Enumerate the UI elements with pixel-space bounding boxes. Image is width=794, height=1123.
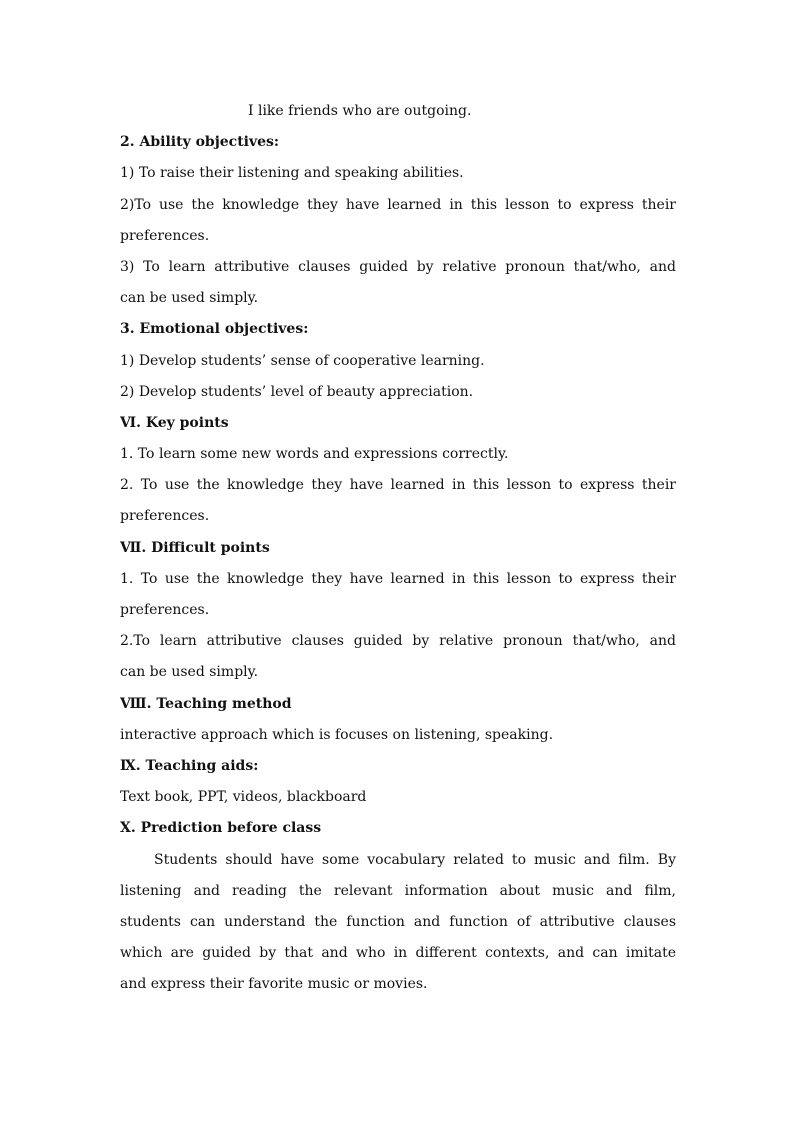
key-points-item-2-line-2: preferences. <box>120 508 210 525</box>
key-points-item-2-line-1: 2. To use the knowledge they have learned in this lesson to express their <box>120 477 676 494</box>
emotional-item-1: 1) Develop students’ sense of cooperative learning. <box>120 352 485 369</box>
example-sentence: I like friends who are outgoing. <box>248 103 472 119</box>
ability-item-2-line-2: preferences. <box>120 227 210 244</box>
difficult-points-item-2-line-1: 2.To learn attributive clauses guided by relative pronoun that/who, and <box>120 633 676 650</box>
ability-item-1: 1) To raise their listening and speaking abilities. <box>120 165 464 182</box>
teaching-aids-heading: Ⅸ. Teaching aids: <box>120 757 259 774</box>
ability-item-3-line-1: 3) To learn attributive clauses guided by relative pronoun that/who, and <box>120 258 676 275</box>
prediction-line-3: students can understand the function and function of attributive clauses <box>120 913 676 930</box>
key-points-heading: Ⅵ. Key points <box>120 414 229 431</box>
key-points-item-2 <box>120 470 676 532</box>
difficult-points-item-2 <box>120 626 676 688</box>
prediction-line-1: Students should have some vocabulary related to music and film. By <box>154 851 676 868</box>
document-body <box>120 96 676 1000</box>
difficult-points-item-1-line-2: preferences. <box>120 602 210 618</box>
difficult-points-heading: Ⅶ. Difficult points <box>120 539 270 556</box>
ability-item-2-line-1: 2)To use the knowledge they have learned in this lesson to express their <box>120 196 676 213</box>
prediction-heading: Ⅹ. Prediction before class <box>120 820 322 837</box>
emotional-objectives-heading: 3. Emotional objectives: <box>120 321 309 338</box>
prediction-line-2: listening and reading the relevant information about music and film, <box>120 882 676 899</box>
difficult-points-item-1-line-1: 1. To use the knowledge they have learned in this lesson to express their <box>120 570 676 587</box>
prediction-line-5: and express their favorite music or movies. <box>120 976 428 993</box>
ability-item-3 <box>120 252 676 314</box>
teaching-aids-text: Text book, PPT, videos, blackboard <box>120 789 367 806</box>
prediction-line-4: which are guided by that and who in different contexts, and can imitate <box>120 945 676 962</box>
emotional-item-2: 2) Develop students’ level of beauty appreciation. <box>120 383 474 400</box>
ability-item-2 <box>120 190 676 252</box>
difficult-points-item-1 <box>120 564 676 626</box>
key-points-item-1: 1. To learn some new words and expressions correctly. <box>120 446 509 463</box>
teaching-method-text: interactive approach which is focuses on listening, speaking. <box>120 726 554 743</box>
difficult-points-item-2-line-2: can be used simply. <box>120 664 259 681</box>
teaching-method-heading: Ⅷ. Teaching method <box>120 695 292 712</box>
ability-objectives-heading: 2. Ability objectives: <box>120 134 280 151</box>
ability-item-3-line-2: can be used simply. <box>120 290 259 307</box>
prediction-paragraph <box>120 845 676 1001</box>
